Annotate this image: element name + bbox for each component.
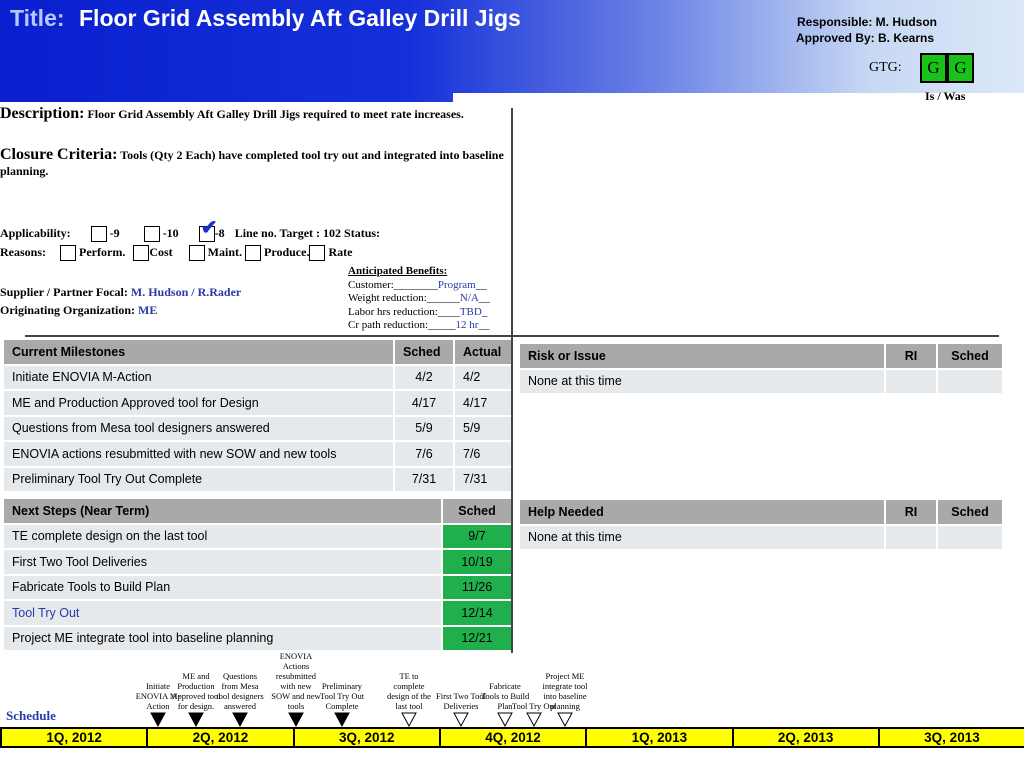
milestone-complete-triangle-icon	[288, 712, 304, 727]
next-step-sched: 11/26	[443, 576, 511, 600]
milestone-planned-triangle-icon	[557, 712, 573, 727]
org-value: ME	[138, 303, 158, 317]
milestone-sched: 7/31	[395, 468, 453, 492]
milestone-sched: 4/2	[395, 366, 453, 390]
approved-by-text: Approved By: B. Kearns	[796, 31, 935, 45]
schedule-milestone-label: Initiate ENOVIA M-Action	[135, 681, 181, 711]
help-sched-header: Sched	[938, 500, 1002, 524]
risk-sched-header: Sched	[938, 344, 1002, 368]
next-step-name: Fabricate Tools to Build Plan	[4, 576, 441, 600]
milestone-planned-triangle-icon	[401, 712, 417, 727]
reason-perform: Perform.	[79, 245, 126, 259]
next-step-sched: 12/21	[443, 627, 511, 651]
reason-produce: Produce.	[264, 245, 310, 259]
next-step-sched: 10/19	[443, 550, 511, 574]
is-was-label: Is / Was	[925, 89, 966, 103]
milestones-table	[2, 338, 513, 493]
org-label: Originating Organization:	[0, 303, 135, 317]
risk-ri	[886, 370, 936, 394]
help-ri	[886, 526, 936, 550]
milestone-row	[4, 442, 511, 466]
quarter-bar	[0, 727, 1024, 748]
page-title: Floor Grid Assembly Aft Galley Drill Jigs	[79, 5, 521, 31]
milestone-complete-triangle-icon	[188, 712, 204, 727]
milestone-name: Questions from Mesa tool designers answered	[4, 417, 393, 441]
benefit-labor: Labor hrs reduction:____TBD_	[348, 305, 488, 318]
milestone-name: Initiate ENOVIA M-Action	[4, 366, 393, 390]
quarter-label: 3Q, 2013	[878, 729, 1024, 746]
schedule-milestone-label: TE to complete design of the last tool	[387, 671, 431, 711]
reason-rate: Rate	[328, 245, 353, 259]
milestone-row	[4, 468, 511, 492]
next-steps-sched-header: Sched	[443, 499, 511, 523]
quarter-label: 2Q, 2013	[732, 729, 878, 746]
checkbox-dash10[interactable]	[144, 226, 160, 242]
milestone-row	[4, 391, 511, 415]
supplier-value: M. Hudson / R.Rader	[130, 285, 242, 299]
description-label: Description:	[0, 105, 85, 122]
description-text: Floor Grid Assembly Aft Galley Drill Jigs required to meet rate increases.	[87, 107, 464, 121]
quarter-label: 1Q, 2013	[585, 729, 731, 746]
benefit-weight: Weight reduction:______N/A__	[348, 292, 490, 304]
milestone-actual: 4/2	[455, 366, 511, 390]
schedule-milestone-label: ENOVIA Actions resubmitted with new SOW and new tools	[271, 651, 321, 711]
milestone-complete-triangle-icon	[334, 712, 350, 727]
schedule-milestone-label: First Two Tool Deliveries	[436, 691, 486, 711]
milestones-sched-header: Sched	[395, 340, 453, 364]
risk-item: None at this time	[520, 370, 884, 394]
milestone-actual: 4/17	[455, 391, 511, 415]
option-dash10: -10	[162, 226, 179, 240]
closure-label: Closure Criteria:	[0, 146, 118, 163]
quarter-label: 1Q, 2012	[0, 729, 146, 746]
help-ri-header: RI	[886, 500, 936, 524]
milestone-planned-triangle-icon	[497, 712, 513, 727]
quarter-label: 4Q, 2012	[439, 729, 585, 746]
horizontal-divider	[25, 335, 999, 337]
supplier-label: Supplier / Partner Focal:	[0, 285, 128, 299]
milestone-sched: 5/9	[395, 417, 453, 441]
anticipated-benefits	[348, 265, 490, 333]
milestone-actual: 7/6	[455, 442, 511, 466]
help-item: None at this time	[520, 526, 884, 550]
milestone-name: ENOVIA actions resubmitted with new SOW and new tools	[4, 442, 393, 466]
schedule-milestone-label: Tool Try Out	[511, 701, 557, 711]
next-step-name: TE complete design on the last tool	[4, 525, 441, 549]
reason-cost: Cost	[149, 245, 173, 259]
closure-text: Tools (Qty 2 Each) have completed tool try out and integrated into baseline planning.	[0, 148, 504, 178]
risk-sched	[938, 370, 1002, 394]
reasons-label: Reasons:	[0, 245, 47, 259]
applicability-label: Applicability:	[0, 226, 71, 240]
next-step-sched: 12/14	[443, 601, 511, 625]
gtg-was-status-badge: G	[947, 53, 974, 83]
gtg-is-status-badge: G	[920, 53, 947, 83]
benefit-customer: Customer:________Program__	[348, 278, 487, 291]
closure-block	[0, 147, 505, 179]
checkbox-maint[interactable]	[189, 245, 205, 261]
milestone-actual: 5/9	[455, 417, 511, 441]
milestone-planned-triangle-icon	[526, 712, 542, 727]
next-step-row	[4, 525, 511, 549]
help-table	[518, 498, 1004, 551]
checkmark-icon: ✔	[200, 217, 218, 240]
milestone-sched: 7/6	[395, 442, 453, 466]
quarter-label: 3Q, 2012	[293, 729, 439, 746]
help-header: Help Needed	[520, 500, 884, 524]
next-step-name: Project ME integrate tool into baseline planning	[4, 627, 441, 651]
next-step-name: First Two Tool Deliveries	[4, 550, 441, 574]
milestone-complete-triangle-icon	[150, 712, 166, 727]
reason-maint: Maint.	[207, 245, 243, 259]
benefit-crpath: Cr path reduction:_____12 hr__	[348, 319, 490, 331]
benefits-title: Anticipated Benefits:	[348, 265, 448, 277]
risk-header: Risk or Issue	[520, 344, 884, 368]
milestone-name: ME and Production Approved tool for Design	[4, 391, 393, 415]
next-step-name: Tool Try Out	[4, 601, 441, 625]
gtg-label: GTG:	[869, 60, 902, 75]
milestone-row	[4, 417, 511, 441]
next-step-row	[4, 550, 511, 574]
help-sched	[938, 526, 1002, 550]
milestone-complete-triangle-icon	[232, 712, 248, 727]
schedule-milestone-label: Preliminary Tool Try Out Complete	[319, 681, 365, 711]
next-step-row	[4, 627, 511, 651]
applicability-details: Line no. Target : 102 Status:	[234, 226, 381, 240]
milestone-name: Preliminary Tool Try Out Complete	[4, 468, 393, 492]
responsible-text: Responsible: M. Hudson	[797, 15, 938, 29]
milestone-actual: 7/31	[455, 468, 511, 492]
checkbox-produce[interactable]	[245, 245, 261, 261]
description-block	[0, 106, 505, 122]
schedule-milestone-label: Questions from Mesa tool designers answered	[216, 671, 264, 711]
option-dash8: -8	[214, 226, 225, 240]
checkbox-cost[interactable]	[133, 245, 149, 261]
schedule-milestone-label: Project ME integrate tool into baseline planning	[542, 671, 588, 711]
supplier-row	[0, 284, 241, 300]
risk-ri-header: RI	[886, 344, 936, 368]
org-row	[0, 302, 157, 318]
next-step-row	[4, 601, 511, 625]
next-steps-header: Next Steps (Near Term)	[4, 499, 441, 523]
option-dash9: -9	[109, 226, 120, 240]
schedule-label: Schedule	[6, 708, 56, 723]
risk-row	[520, 370, 1002, 394]
checkbox-perform[interactable]	[60, 245, 76, 261]
reasons-row	[0, 244, 352, 261]
next-step-sched: 9/7	[443, 525, 511, 549]
milestone-row	[4, 366, 511, 390]
quarter-label: 2Q, 2012	[146, 729, 292, 746]
milestones-header: Current Milestones	[4, 340, 393, 364]
help-row	[520, 526, 1002, 550]
risk-table	[518, 342, 1004, 395]
next-steps-table	[2, 497, 513, 652]
schedule-milestone-label: ME and Production Approved tool for design.	[171, 671, 221, 711]
schedule-milestone-label: Fabricate Tools to Build Plan	[480, 681, 530, 711]
checkbox-dash8[interactable]	[199, 217, 218, 242]
applicability-row	[0, 217, 381, 242]
title-prefix: Title:	[10, 5, 65, 31]
milestone-planned-triangle-icon	[453, 712, 469, 727]
milestone-sched: 4/17	[395, 391, 453, 415]
milestones-actual-header: Actual	[455, 340, 511, 364]
checkbox-rate[interactable]	[309, 245, 325, 261]
checkbox-dash9[interactable]	[91, 226, 107, 242]
next-step-row	[4, 576, 511, 600]
